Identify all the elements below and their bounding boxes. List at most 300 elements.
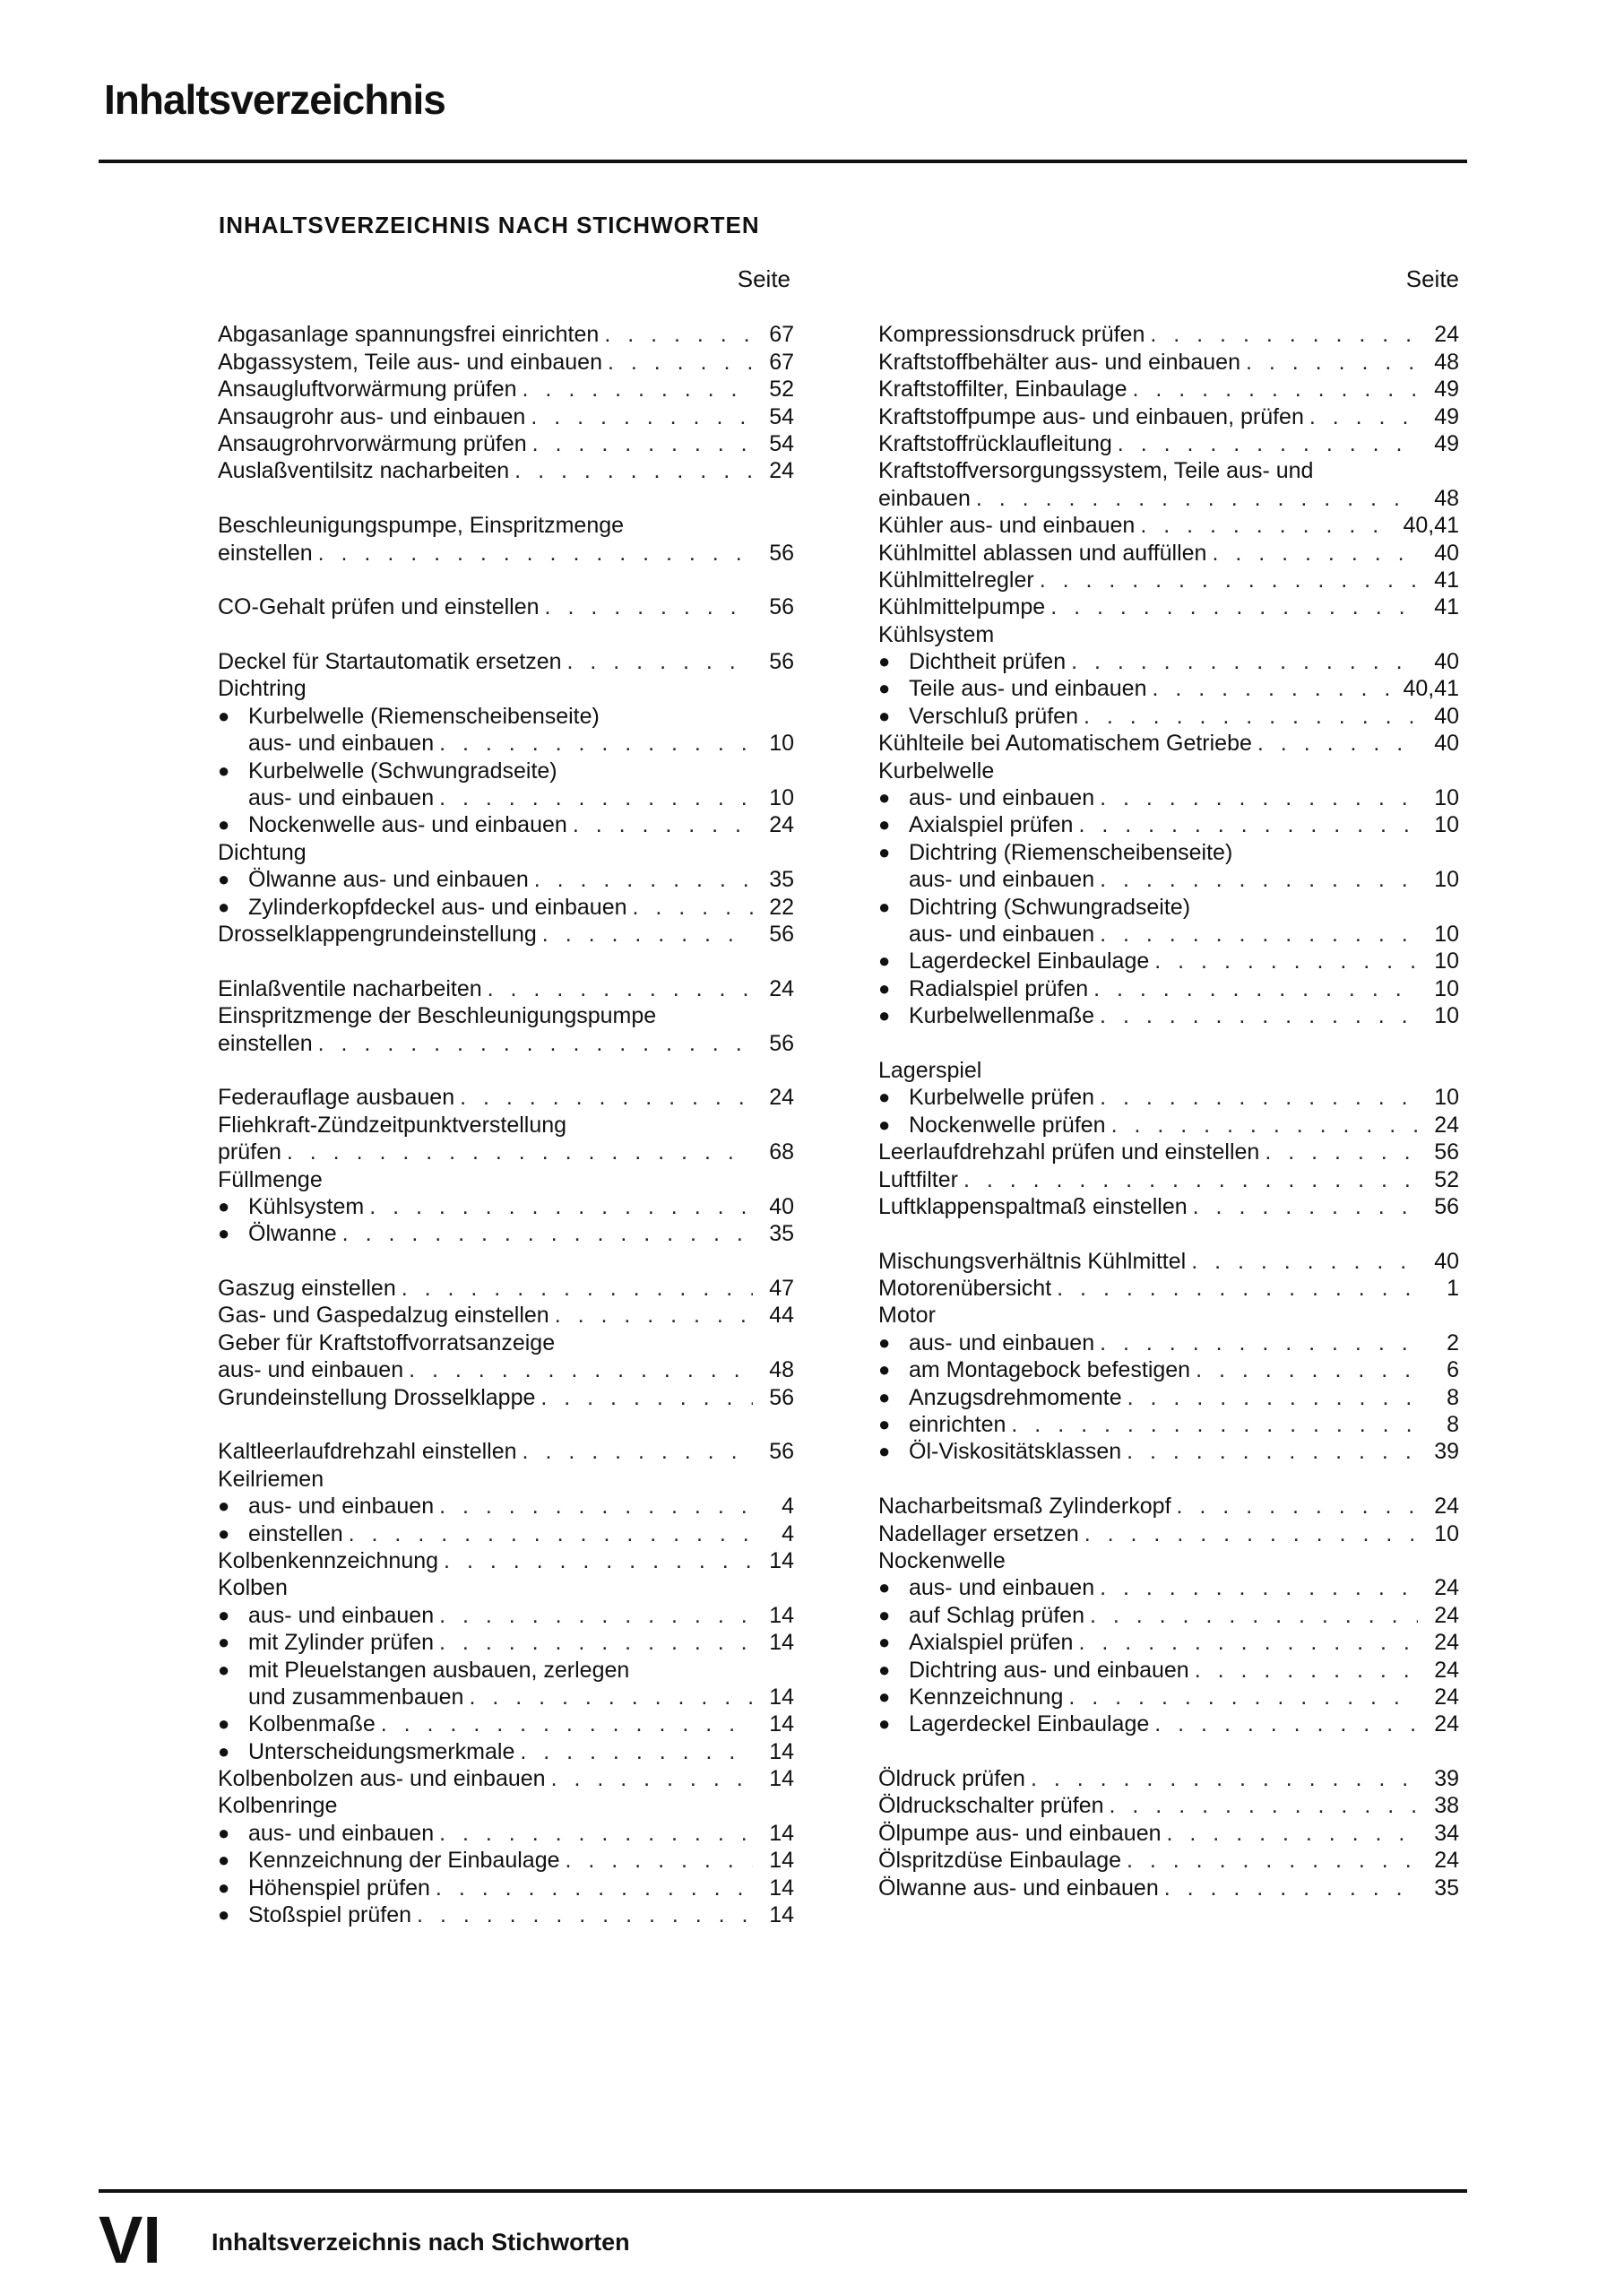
index-entry bbox=[218, 838, 794, 865]
entry-page-number: 52 bbox=[769, 377, 794, 403]
entry-text: Beschleunigungspumpe, Einspritzmenge bbox=[218, 513, 625, 539]
index-entry bbox=[218, 866, 794, 893]
entry-text: Einlaßventile nacharbeiten bbox=[218, 975, 482, 1001]
index-entry bbox=[218, 1737, 794, 1764]
entry-text: CO-Gehalt prüfen und einstellen bbox=[218, 594, 540, 620]
index-entry bbox=[218, 1710, 794, 1737]
entry-text: Verschluß prüfen bbox=[909, 703, 1078, 729]
entry-text: Geber für Kraftstoffvorratsanzeige bbox=[218, 1329, 556, 1355]
index-entry bbox=[878, 730, 1459, 757]
entry-text: Lagerdeckel Einbaulage bbox=[909, 1711, 1150, 1737]
bullet-icon: ● bbox=[218, 758, 230, 782]
entry-page-number: 40,41 bbox=[1403, 676, 1459, 702]
entry-text: aus- und einbauen bbox=[248, 731, 435, 757]
bullet-icon: ● bbox=[218, 1603, 230, 1626]
index-entry bbox=[878, 1574, 1459, 1601]
index-entry bbox=[878, 811, 1459, 838]
bullet-icon: ● bbox=[878, 1658, 891, 1681]
entry-text: am Montagebock befestigen bbox=[909, 1357, 1191, 1383]
entry-text: Kühlmittelpumpe bbox=[878, 594, 1046, 620]
right-seite-label: Seite bbox=[1405, 265, 1459, 292]
dot-leader bbox=[1093, 975, 1418, 1002]
dot-leader bbox=[1212, 540, 1418, 567]
dot-leader bbox=[1246, 349, 1418, 376]
dot-leader bbox=[523, 376, 753, 403]
index-entry bbox=[218, 539, 794, 566]
bullet-icon: ● bbox=[218, 1521, 230, 1545]
entry-text: Dichtung bbox=[218, 839, 307, 865]
entry-text: Kolbenringe bbox=[218, 1793, 338, 1819]
dot-leader bbox=[439, 1493, 753, 1520]
index-entry bbox=[878, 1329, 1459, 1355]
index-entry bbox=[878, 784, 1459, 811]
entry-page-number: 2 bbox=[1447, 1329, 1459, 1355]
index-entry bbox=[878, 321, 1459, 348]
entry-page-number: 35 bbox=[1434, 1875, 1459, 1901]
index-entry bbox=[878, 757, 1459, 784]
entry-text: einstellen bbox=[218, 540, 313, 566]
entry-text: Federauflage ausbauen bbox=[218, 1085, 455, 1111]
entry-page-number: 10 bbox=[1434, 1520, 1459, 1546]
dot-leader bbox=[1152, 675, 1397, 702]
entry-text: Öl-Viskositätsklassen bbox=[909, 1439, 1122, 1465]
entry-page-number: 68 bbox=[769, 1139, 794, 1165]
dot-leader bbox=[545, 593, 753, 620]
index-spacer bbox=[218, 484, 794, 511]
entry-text: Abgasanlage spannungsfrei einrichten bbox=[218, 322, 600, 348]
dot-leader bbox=[531, 403, 753, 430]
entry-text: aus- und einbauen bbox=[909, 1329, 1095, 1355]
bullet-icon: ● bbox=[218, 895, 230, 918]
entry-text: auf Schlag prüfen bbox=[909, 1602, 1084, 1628]
page-title: Inhaltsverzeichnis bbox=[104, 76, 445, 123]
index-entry bbox=[878, 1356, 1459, 1383]
index-entry bbox=[218, 1847, 794, 1874]
index-entry bbox=[878, 1084, 1459, 1111]
left-seite-label: Seite bbox=[737, 265, 790, 292]
index-entry bbox=[218, 1547, 794, 1574]
entry-page-number: 52 bbox=[1434, 1166, 1459, 1192]
bullet-icon: ● bbox=[878, 1631, 891, 1654]
entry-text: Dichtring bbox=[218, 676, 307, 702]
entry-page-number: 24 bbox=[769, 458, 794, 484]
dot-leader bbox=[534, 866, 753, 893]
index-entry bbox=[218, 1029, 794, 1056]
entry-text: und zusammenbauen bbox=[248, 1684, 464, 1710]
index-entry bbox=[218, 1574, 794, 1601]
entry-page-number: 14 bbox=[769, 1766, 794, 1792]
dot-leader bbox=[633, 894, 754, 921]
entry-page-number: 10 bbox=[1434, 867, 1459, 893]
index-entry bbox=[218, 1111, 794, 1138]
bullet-icon: ● bbox=[878, 786, 891, 810]
index-entry bbox=[218, 430, 794, 457]
entry-page-number: 10 bbox=[1434, 975, 1459, 1001]
bullet-icon: ● bbox=[878, 1712, 891, 1736]
bullet-icon: ● bbox=[878, 1358, 891, 1381]
entry-page-number: 4 bbox=[782, 1520, 794, 1546]
index-spacer bbox=[878, 1737, 1459, 1764]
entry-text: aus- und einbauen bbox=[248, 785, 435, 811]
index-entry bbox=[218, 1684, 794, 1710]
dot-leader bbox=[402, 1275, 753, 1302]
entry-page-number: 14 bbox=[769, 1630, 794, 1656]
dot-leader bbox=[1118, 430, 1418, 457]
dot-leader bbox=[488, 975, 753, 1002]
entry-text: Motor bbox=[878, 1303, 936, 1329]
dot-leader bbox=[1127, 1438, 1418, 1465]
entry-text: Teile aus- und einbauen bbox=[909, 676, 1147, 702]
entry-text: Kraftstoffpumpe aus- und einbauen, prüfen bbox=[878, 403, 1304, 429]
dot-leader bbox=[566, 1847, 754, 1874]
entry-text: Motorenübersicht bbox=[878, 1276, 1052, 1302]
dot-leader bbox=[439, 1602, 753, 1629]
bullet-icon: ● bbox=[218, 1494, 230, 1518]
bullet-icon: ● bbox=[218, 1821, 230, 1844]
index-entry bbox=[878, 1165, 1459, 1192]
entry-text: Kurbelwelle (Schwungradseite) bbox=[248, 758, 557, 784]
entry-page-number: 14 bbox=[769, 1738, 794, 1764]
entry-text: Einspritzmenge der Beschleunigungspumpe bbox=[218, 1003, 657, 1029]
entry-page-number: 24 bbox=[1434, 1575, 1459, 1601]
index-entry bbox=[878, 1247, 1459, 1274]
entry-text: aus- und einbauen bbox=[909, 921, 1095, 947]
entry-text: Nockenwelle prüfen bbox=[909, 1112, 1106, 1138]
entry-text: Leerlaufdrehzahl prüfen und einstellen bbox=[878, 1139, 1260, 1165]
entry-text: Höhenspiel prüfen bbox=[248, 1875, 430, 1901]
entry-page-number: 56 bbox=[769, 594, 794, 620]
entry-text: Kühler aus- und einbauen bbox=[878, 513, 1136, 539]
entry-page-number: 56 bbox=[769, 1030, 794, 1056]
entry-page-number: 4 bbox=[782, 1494, 794, 1520]
entry-page-number: 49 bbox=[1434, 377, 1459, 403]
entry-text: Stoßspiel prüfen bbox=[248, 1902, 412, 1928]
entry-page-number: 14 bbox=[769, 1820, 794, 1846]
entry-page-number: 24 bbox=[769, 812, 794, 838]
bullet-icon: ● bbox=[218, 1849, 230, 1872]
entry-page-number: 24 bbox=[1434, 1494, 1459, 1520]
bullet-icon: ● bbox=[878, 840, 891, 863]
top-divider bbox=[99, 160, 1467, 163]
entry-text: Kurbelwelle bbox=[878, 758, 995, 784]
index-entry bbox=[878, 1438, 1459, 1465]
entry-text: Radialspiel prüfen bbox=[909, 975, 1089, 1001]
dot-leader bbox=[1309, 403, 1418, 430]
index-entry bbox=[878, 1847, 1459, 1874]
entry-page-number: 44 bbox=[769, 1303, 794, 1329]
dot-leader bbox=[460, 1084, 753, 1111]
dot-leader bbox=[1100, 1574, 1418, 1601]
index-entry bbox=[218, 702, 794, 729]
entry-text: Gas- und Gaspedalzug einstellen bbox=[218, 1303, 549, 1329]
entry-text: Kurbelwellenmaße bbox=[909, 1003, 1095, 1029]
dot-leader bbox=[342, 1220, 753, 1247]
entry-text: aus- und einbauen bbox=[248, 1602, 435, 1628]
entry-page-number: 10 bbox=[769, 731, 794, 757]
index-entry bbox=[878, 1684, 1459, 1710]
index-entry bbox=[218, 321, 794, 348]
entry-page-number: 24 bbox=[1434, 1657, 1459, 1683]
entry-text: Ansaugrohr aus- und einbauen bbox=[218, 403, 526, 429]
entry-text: Kaltleerlaufdrehzahl einstellen bbox=[218, 1439, 517, 1465]
entry-page-number: 48 bbox=[769, 1357, 794, 1383]
index-entry bbox=[878, 1601, 1459, 1628]
index-entry bbox=[878, 620, 1459, 647]
index-entry bbox=[878, 1057, 1459, 1084]
dot-leader bbox=[1193, 1193, 1418, 1220]
entry-text: Kühlsystem bbox=[878, 621, 995, 647]
entry-page-number: 22 bbox=[769, 894, 794, 920]
entry-page-number: 14 bbox=[769, 1902, 794, 1928]
index-entry bbox=[878, 702, 1459, 729]
entry-text: Anzugsdrehmomente bbox=[909, 1384, 1122, 1410]
entry-text: Kraftstoffilter, Einbaulage bbox=[878, 377, 1127, 403]
entry-page-number: 40 bbox=[769, 1193, 794, 1219]
index-entry bbox=[878, 1493, 1459, 1520]
entry-text: Fliehkraft-Zündzeitpunktverstellung bbox=[218, 1112, 567, 1138]
dot-leader bbox=[349, 1520, 753, 1547]
entry-text: Dichtheit prüfen bbox=[909, 649, 1067, 675]
entry-text: Grundeinstellung Drosselklappe bbox=[218, 1384, 536, 1410]
dot-leader bbox=[436, 1875, 753, 1901]
dot-leader bbox=[1140, 512, 1397, 539]
index-entry bbox=[878, 1002, 1459, 1029]
entry-text: Ansaugluftvorwärmung prüfen bbox=[218, 377, 517, 403]
index-entry bbox=[218, 757, 794, 784]
entry-page-number: 10 bbox=[1434, 785, 1459, 811]
index-entry bbox=[218, 593, 794, 620]
index-entry bbox=[218, 457, 794, 484]
dot-leader bbox=[1154, 1710, 1418, 1737]
section-subtitle: INHALTSVERZEICHNIS NACH STICHWORTEN bbox=[219, 212, 760, 238]
dot-leader bbox=[567, 648, 754, 675]
index-entry bbox=[878, 1629, 1459, 1656]
bullet-icon: ● bbox=[878, 1576, 891, 1599]
entry-text: Lagerdeckel Einbaulage bbox=[909, 948, 1150, 974]
dot-leader bbox=[551, 1765, 753, 1792]
index-entry bbox=[218, 1302, 794, 1329]
entry-page-number: 56 bbox=[1434, 1193, 1459, 1219]
entry-text: Ölwanne aus- und einbauen bbox=[878, 1875, 1159, 1901]
index-entry bbox=[218, 348, 794, 375]
entry-text: Kraftstoffbehälter aus- und einbauen bbox=[878, 349, 1240, 375]
index-entry bbox=[878, 430, 1459, 457]
bullet-icon: ● bbox=[878, 1413, 891, 1436]
index-spacer bbox=[218, 1057, 794, 1084]
bullet-icon: ● bbox=[218, 1875, 230, 1899]
bullet-icon: ● bbox=[218, 813, 230, 836]
dot-leader bbox=[439, 730, 753, 757]
entry-page-number: 40 bbox=[1434, 540, 1459, 566]
dot-leader bbox=[608, 349, 753, 376]
index-entry bbox=[878, 1411, 1459, 1438]
bullet-icon: ● bbox=[878, 677, 891, 700]
entry-text: Nacharbeitsmaß Zylinderkopf bbox=[878, 1494, 1171, 1520]
entry-text: Luftklappenspaltmaß einstellen bbox=[878, 1193, 1188, 1219]
bullet-icon: ● bbox=[218, 1658, 230, 1681]
entry-page-number: 56 bbox=[769, 540, 794, 566]
dot-leader bbox=[532, 430, 753, 457]
bullet-icon: ● bbox=[218, 1903, 230, 1927]
index-entry bbox=[878, 593, 1459, 620]
dot-leader bbox=[604, 321, 753, 348]
dot-leader bbox=[287, 1139, 753, 1165]
entry-text: einstellen bbox=[248, 1520, 343, 1546]
index-entry bbox=[218, 1356, 794, 1383]
dot-leader bbox=[542, 921, 753, 948]
index-entry bbox=[878, 512, 1459, 539]
index-entry bbox=[878, 567, 1459, 593]
dot-leader bbox=[1100, 866, 1418, 893]
index-entry bbox=[218, 921, 794, 948]
entry-text: Öldruckschalter prüfen bbox=[878, 1793, 1104, 1819]
bullet-icon: ● bbox=[878, 949, 891, 973]
bullet-icon: ● bbox=[878, 1086, 891, 1109]
dot-leader bbox=[409, 1356, 753, 1383]
index-entry bbox=[218, 1493, 794, 1520]
entry-page-number: 10 bbox=[1434, 1003, 1459, 1029]
entry-text: Füllmenge bbox=[218, 1166, 323, 1192]
entry-text: Kolben bbox=[218, 1575, 288, 1601]
entry-page-number: 40 bbox=[1434, 731, 1459, 757]
entry-text: Ölpumpe aus- und einbauen bbox=[878, 1820, 1162, 1846]
footer-page-number: VI bbox=[99, 2203, 161, 2277]
entry-text: Zylinderkopfdeckel aus- und einbauen bbox=[248, 894, 627, 920]
index-entry bbox=[878, 1710, 1459, 1737]
index-entry bbox=[218, 675, 794, 702]
entry-page-number: 54 bbox=[769, 403, 794, 429]
dot-leader bbox=[1040, 567, 1418, 593]
index-entry bbox=[218, 1901, 794, 1928]
entry-text: Kennzeichnung bbox=[909, 1684, 1064, 1710]
entry-text: Kolbenbolzen aus- und einbauen bbox=[218, 1766, 546, 1792]
entry-text: Ölspritzdüse Einbaulage bbox=[878, 1848, 1121, 1874]
index-entry bbox=[878, 539, 1459, 566]
index-entry bbox=[218, 1520, 794, 1546]
dot-leader bbox=[1167, 1820, 1418, 1847]
entry-page-number: 14 bbox=[769, 1875, 794, 1901]
entry-page-number: 24 bbox=[1434, 1848, 1459, 1874]
entry-text: Kolbenkennzeichnung bbox=[218, 1547, 439, 1573]
bullet-icon: ● bbox=[878, 1440, 891, 1463]
index-entry bbox=[218, 1220, 794, 1247]
index-entry bbox=[218, 1656, 794, 1683]
entry-text: Ölwanne bbox=[248, 1221, 337, 1247]
dot-leader bbox=[1196, 1356, 1418, 1383]
index-entry bbox=[218, 1792, 794, 1819]
index-entry bbox=[218, 1438, 794, 1465]
entry-page-number: 14 bbox=[769, 1547, 794, 1573]
index-entry bbox=[878, 1520, 1459, 1546]
entry-text: Kühlmittelregler bbox=[878, 567, 1034, 593]
index-spacer bbox=[218, 1247, 794, 1274]
entry-text: Keilriemen bbox=[218, 1466, 324, 1492]
index-entry bbox=[878, 348, 1459, 375]
entry-text: Öldruck prüfen bbox=[878, 1766, 1025, 1792]
index-entry bbox=[218, 1084, 794, 1111]
entry-text: Kompressionsdruck prüfen bbox=[878, 322, 1145, 348]
entry-page-number: 41 bbox=[1434, 567, 1459, 593]
entry-text: einrichten bbox=[909, 1412, 1006, 1438]
entry-page-number: 35 bbox=[769, 1221, 794, 1247]
dot-leader bbox=[1100, 1002, 1418, 1029]
index-entry bbox=[218, 1165, 794, 1192]
index-entry bbox=[218, 376, 794, 403]
entry-page-number: 14 bbox=[769, 1711, 794, 1737]
index-entry bbox=[878, 675, 1459, 702]
index-entry bbox=[218, 1139, 794, 1165]
entry-page-number: 48 bbox=[1434, 349, 1459, 375]
index-entry bbox=[878, 457, 1459, 484]
dot-leader bbox=[1265, 1139, 1418, 1165]
entry-text: Deckel für Startautomatik ersetzen bbox=[218, 649, 562, 675]
dot-leader bbox=[1154, 948, 1418, 974]
index-entry bbox=[218, 403, 794, 429]
bullet-icon: ● bbox=[878, 895, 891, 918]
dot-leader bbox=[1100, 1329, 1418, 1356]
index-entry bbox=[878, 893, 1459, 920]
entry-page-number: 56 bbox=[769, 921, 794, 947]
entry-text: mit Pleuelstangen ausbauen, zerlegen bbox=[248, 1657, 630, 1683]
dot-leader bbox=[573, 811, 753, 838]
index-entry bbox=[878, 866, 1459, 893]
entry-page-number: 10 bbox=[1434, 948, 1459, 974]
entry-page-number: 24 bbox=[769, 975, 794, 1001]
entry-page-number: 24 bbox=[769, 1085, 794, 1111]
index-entry bbox=[878, 1383, 1459, 1410]
dot-leader bbox=[1071, 648, 1418, 675]
index-entry bbox=[218, 1601, 794, 1628]
entry-page-number: 48 bbox=[1434, 485, 1459, 511]
entry-page-number: 10 bbox=[1434, 812, 1459, 838]
entry-text: Dichtring aus- und einbauen bbox=[909, 1657, 1189, 1683]
entry-text: Kolbenmaße bbox=[248, 1711, 376, 1737]
entry-page-number: 67 bbox=[769, 349, 794, 375]
index-entry bbox=[218, 1874, 794, 1901]
index-entry bbox=[878, 1111, 1459, 1138]
entry-text: Lagerspiel bbox=[878, 1057, 982, 1083]
bullet-icon: ● bbox=[878, 1113, 891, 1136]
entry-text: Nadellager ersetzen bbox=[878, 1520, 1079, 1546]
entry-page-number: 67 bbox=[769, 322, 794, 348]
entry-text: Drosselklappengrundeinstellung bbox=[218, 921, 537, 947]
entry-text: aus- und einbauen bbox=[909, 867, 1095, 893]
dot-leader bbox=[369, 1193, 753, 1220]
index-entry bbox=[218, 1275, 794, 1302]
entry-text: Kühlmittel ablassen und auffüllen bbox=[878, 540, 1207, 566]
entry-text: aus- und einbauen bbox=[248, 1820, 435, 1846]
dot-leader bbox=[1078, 1629, 1418, 1656]
index-entry bbox=[218, 1383, 794, 1410]
entry-page-number: 24 bbox=[1434, 1630, 1459, 1656]
entry-text: Abgassystem, Teile aus- und einbauen bbox=[218, 349, 602, 375]
index-entry bbox=[878, 648, 1459, 675]
entry-page-number: 14 bbox=[769, 1602, 794, 1628]
entry-page-number: 24 bbox=[1434, 1711, 1459, 1737]
index-column-left bbox=[218, 321, 794, 1928]
index-entry bbox=[218, 1329, 794, 1355]
entry-text: Dichtring (Schwungradseite) bbox=[909, 894, 1191, 920]
index-entry bbox=[878, 1792, 1459, 1819]
entry-page-number: 10 bbox=[769, 785, 794, 811]
entry-page-number: 10 bbox=[1434, 921, 1459, 947]
index-entry bbox=[878, 838, 1459, 865]
dot-leader bbox=[1191, 1248, 1418, 1275]
dot-leader bbox=[439, 1629, 753, 1656]
entry-text: Luftfilter bbox=[878, 1166, 958, 1192]
entry-page-number: 24 bbox=[1434, 1112, 1459, 1138]
entry-page-number: 40 bbox=[1434, 649, 1459, 675]
